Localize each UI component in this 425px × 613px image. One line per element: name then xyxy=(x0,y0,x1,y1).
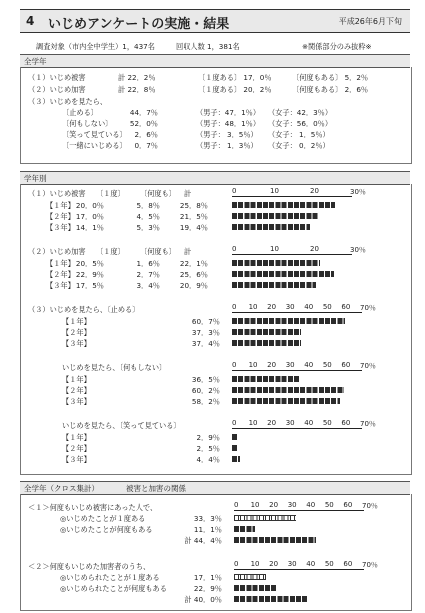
scale-tick-label: 0 xyxy=(234,501,239,509)
grade-victim-scale xyxy=(232,187,366,197)
grade-victim-total: 19．4％ xyxy=(179,223,208,232)
grade-bully-many: 2．7％ xyxy=(136,270,160,279)
scale-tick-label: 20 xyxy=(269,560,279,568)
grade-victim-label: （１）いじめ被害 xyxy=(28,189,86,198)
grade-stop-scale xyxy=(232,303,376,313)
all-bully-total: 計 22．8％ xyxy=(118,85,156,94)
grade-stop-total: 37．3％ xyxy=(191,328,220,337)
cross-bully-row-bar xyxy=(234,585,277,591)
grade-laugh-bar xyxy=(232,445,237,451)
scale-tick-label: 40 xyxy=(304,361,314,369)
cross-bully-row-label: ◎いじめられたことが何度もある xyxy=(60,584,167,593)
grade-victim-many: 4．5％ xyxy=(136,212,160,221)
grade-victim-total: 25．8％ xyxy=(179,201,208,210)
scale-tick-label: 30 xyxy=(285,303,295,311)
scale-tick-label: 0 xyxy=(232,303,237,311)
scale-tick-label: 20 xyxy=(267,303,277,311)
grade-bully-head-many: 〔何度も〕 xyxy=(140,247,176,256)
grade-nothing-total: 36．5％ xyxy=(191,375,220,384)
grade-laugh-bar xyxy=(232,434,237,440)
witness-option-label: 〔止める〕 xyxy=(62,108,98,117)
scale-tick-label: 70％ xyxy=(360,362,376,370)
page-header xyxy=(20,9,410,33)
grade-stop-bar xyxy=(232,340,301,346)
grade-nothing-bar xyxy=(232,387,344,393)
witness-option-pct: 2．6％ xyxy=(134,130,158,139)
grade-nothing-label: いじめを見たら、〔何もしない〕 xyxy=(62,363,167,372)
grade-stop-total: 37．4％ xyxy=(191,339,220,348)
grade-bully-many: 3．4％ xyxy=(136,281,160,290)
grade-bully-head-total: 計 xyxy=(184,247,192,256)
grade-bully-label: （２）いじめ加害 xyxy=(28,247,86,256)
scale-tick-label: 10 xyxy=(250,501,260,509)
witness-option-boys: （男子： 1．3％） xyxy=(196,141,258,150)
scale-tick-label: 0 xyxy=(232,245,237,253)
grade-bully-many: 1．6％ xyxy=(136,259,160,268)
scale-tick-label: 40 xyxy=(304,303,314,311)
all-bully-once: 〔１度ある〕 20．2％ xyxy=(198,85,272,94)
witness-option-boys: （男子：48．1％） xyxy=(196,119,261,128)
witness-option-pct: 44．7％ xyxy=(129,108,158,117)
scale-tick-label: 50 xyxy=(324,501,334,509)
scale-tick-label: 40 xyxy=(306,560,316,568)
grade-victim-grade-label: 【３年】 xyxy=(46,223,75,232)
scale-tick-label: 10 xyxy=(270,245,279,253)
scale-tick-label: 0 xyxy=(232,361,237,369)
scale-tick-label: 30 xyxy=(285,361,295,369)
all-victim-total: 計 22．2％ xyxy=(118,73,156,82)
grade-bully-scale xyxy=(232,245,366,255)
scale-tick-label: 60 xyxy=(341,361,351,369)
scale-tick-label: 30 xyxy=(285,419,295,427)
grade-nothing-grade-label: 【３年】 xyxy=(62,397,91,406)
scale-tick-label: 30 xyxy=(287,501,297,509)
grade-victim-bar xyxy=(232,213,318,219)
response-count: 回収人数 1，381名 xyxy=(176,42,240,51)
cross-victim-row-pct: 11．1％ xyxy=(193,525,222,534)
cross-bully-row-pct: 17．1％ xyxy=(193,573,222,582)
grade-bully-bar xyxy=(232,282,316,288)
grade-victim-total: 21．5％ xyxy=(179,212,208,221)
cross-bully-scale xyxy=(234,560,378,570)
witness-option-boys: （男子： 3．5％） xyxy=(196,130,258,139)
section-cross xyxy=(20,481,410,495)
grade-nothing-scale xyxy=(232,361,376,371)
cross-victim-scale xyxy=(234,501,378,511)
section-number: 4 xyxy=(26,14,35,28)
grade-laugh-total: 2．5％ xyxy=(196,444,220,453)
cross-victim-total: 計 44．4％ xyxy=(184,536,222,545)
grade-laugh-grade-label: 【３年】 xyxy=(62,455,91,464)
grade-bully-total: 25．6％ xyxy=(179,270,208,279)
grade-victim-once: 17．0％ xyxy=(75,212,104,221)
grade-stop-bar xyxy=(232,318,345,324)
scale-tick-label: 20 xyxy=(267,419,277,427)
witness-option-label: 〔一緒にいじめる〕 xyxy=(62,141,127,150)
grade-nothing-grade-label: 【１年】 xyxy=(62,375,91,384)
witness-option-label: 〔笑って見ている〕 xyxy=(62,130,127,139)
witness-option-boys: （男子：47．1％） xyxy=(196,108,261,117)
scale-tick-label: 10 xyxy=(248,303,258,311)
grade-victim-head-once: 〔１度〕 xyxy=(96,189,125,198)
scale-tick-label: 20 xyxy=(269,501,279,509)
grade-nothing-total: 60．2％ xyxy=(191,386,220,395)
scale-tick-label: 0 xyxy=(232,187,237,195)
scale-tick-label: 70％ xyxy=(362,502,378,510)
grade-nothing-bar xyxy=(232,398,340,404)
witness-option-pct: 0．7％ xyxy=(134,141,158,150)
cross-bully-total: 計 40．0％ xyxy=(184,595,222,604)
scale-tick-label: 70％ xyxy=(360,304,376,312)
scale-tick-label: 60 xyxy=(343,560,353,568)
grade-bully-grade-label: 【１年】 xyxy=(46,259,75,268)
scale-tick-label: 60 xyxy=(343,501,353,509)
grade-bully-total: 20．9％ xyxy=(179,281,208,290)
section-by-grade xyxy=(20,171,410,185)
cross-victim-label: ＜１＞何度もいじめ被害にあった人で、 xyxy=(28,503,158,512)
all-witness-label: （３）いじめを見たら、 xyxy=(28,97,108,106)
grade-victim-bar xyxy=(232,202,335,208)
grade-nothing-bar xyxy=(232,376,300,382)
page-title: いじめアンケートの実施・結果 xyxy=(48,17,230,32)
survey-date: 平成26年6月下旬 xyxy=(338,17,402,26)
section-title: 全学年（クロス集計） xyxy=(24,484,99,493)
grade-bully-head-once: 〔１度〕 xyxy=(96,247,125,256)
scale-tick-label: 30％ xyxy=(350,246,366,254)
grade-victim-grade-label: 【１年】 xyxy=(46,201,75,210)
scale-tick-label: 30％ xyxy=(350,188,366,196)
cross-victim-row-label: ◎いじめたことが１度ある xyxy=(60,514,146,523)
cross-bully-row-bar xyxy=(234,574,266,580)
all-bully-label: （２）いじめ加害 xyxy=(28,85,86,94)
grade-laugh-label: いじめを見たら、〔笑って見ている〕 xyxy=(62,421,181,430)
grade-laugh-grade-label: 【２年】 xyxy=(62,444,91,453)
witness-option-girls: （女子： 1．5％） xyxy=(268,130,330,139)
scale-tick-label: 50 xyxy=(322,419,332,427)
grade-victim-grade-label: 【２年】 xyxy=(46,212,75,221)
grade-laugh-total: 2．9％ xyxy=(196,433,220,442)
grade-bully-once: 22．9％ xyxy=(75,270,104,279)
grade-victim-head-total: 計 xyxy=(184,189,192,198)
scale-tick-label: 50 xyxy=(322,361,332,369)
scale-tick-label: 70％ xyxy=(360,420,376,428)
scale-tick-label: 10 xyxy=(248,361,258,369)
all-victim-label: （１）いじめ被害 xyxy=(28,73,86,82)
grade-laugh-total: 4．4％ xyxy=(196,455,220,464)
scale-tick-label: 40 xyxy=(306,501,316,509)
scale-tick-label: 50 xyxy=(324,560,334,568)
scale-tick-label: 0 xyxy=(234,560,239,568)
grade-laugh-scale xyxy=(232,419,376,429)
witness-option-label: 〔何もしない〕 xyxy=(62,119,113,128)
section-title: 学年別 xyxy=(24,174,47,183)
cross-bully-row-pct: 22．9％ xyxy=(193,584,222,593)
grade-stop-grade-label: 【３年】 xyxy=(62,339,91,348)
section-subtitle: 被害と加害の関係 xyxy=(126,484,186,493)
scale-tick-label: 10 xyxy=(248,419,258,427)
grade-bully-total: 22．1％ xyxy=(179,259,208,268)
grade-bully-once: 20．5％ xyxy=(75,259,104,268)
scale-tick-label: 70％ xyxy=(362,561,378,569)
grade-nothing-total: 58．2％ xyxy=(191,397,220,406)
grade-victim-many: 5．8％ xyxy=(136,201,160,210)
scale-tick-label: 60 xyxy=(341,419,351,427)
scale-tick-label: 0 xyxy=(232,419,237,427)
grade-laugh-bar xyxy=(232,456,240,462)
grade-nothing-grade-label: 【２年】 xyxy=(62,386,91,395)
all-victim-once: 〔１度ある〕 17．0％ xyxy=(198,73,272,82)
cross-victim-total-bar xyxy=(234,537,316,543)
grade-victim-once: 14．1％ xyxy=(75,223,104,232)
scale-tick-label: 10 xyxy=(270,187,279,195)
scale-tick-label: 10 xyxy=(250,560,260,568)
section-all-grades xyxy=(20,54,410,68)
cross-bully-label: ＜２＞何度もいじめた加害者のうち、 xyxy=(28,562,151,571)
survey-target: 調査対象（市内全中学生）1，437名 xyxy=(36,42,155,51)
grade-victim-many: 5．3％ xyxy=(136,223,160,232)
grade-stop-label: （３）いじめを見たら、〔止める〕 xyxy=(28,305,140,314)
scale-tick-label: 20 xyxy=(310,187,319,195)
witness-option-pct: 52．0％ xyxy=(129,119,158,128)
grade-laugh-grade-label: 【１年】 xyxy=(62,433,91,442)
grade-victim-head-many: 〔何度も〕 xyxy=(140,189,176,198)
excerpt-note: ※関係部分のみ抜粋※ xyxy=(302,42,372,51)
grade-bully-grade-label: 【３年】 xyxy=(46,281,75,290)
scale-tick-label: 60 xyxy=(341,303,351,311)
witness-option-girls: （女子：56．0％） xyxy=(268,119,333,128)
grade-bully-bar xyxy=(232,271,334,277)
grade-stop-grade-label: 【１年】 xyxy=(62,317,91,326)
grade-bully-once: 17．5％ xyxy=(75,281,104,290)
section-title: 全学年 xyxy=(24,57,47,66)
grade-bully-grade-label: 【２年】 xyxy=(46,270,75,279)
cross-victim-row-pct: 33．3％ xyxy=(193,514,222,523)
grade-victim-bar xyxy=(232,224,310,230)
scale-tick-label: 20 xyxy=(310,245,319,253)
scale-tick-label: 40 xyxy=(304,419,314,427)
cross-bully-row-label: ◎いじめられたことが１度ある xyxy=(60,573,160,582)
all-victim-many: 〔何度もある〕 5．2％ xyxy=(292,73,369,82)
scale-tick-label: 30 xyxy=(287,560,297,568)
grade-bully-bar xyxy=(232,260,320,266)
cross-victim-row-bar xyxy=(234,515,296,521)
witness-option-girls: （女子：42．3％） xyxy=(268,108,333,117)
grade-victim-once: 20．0％ xyxy=(75,201,104,210)
cross-victim-row-label: ◎いじめたことが何度もある xyxy=(60,525,153,534)
cross-victim-row-bar xyxy=(234,526,255,532)
scale-tick-label: 20 xyxy=(267,361,277,369)
grade-stop-total: 60．7％ xyxy=(191,317,220,326)
cross-bully-total-bar xyxy=(234,596,308,602)
grade-stop-bar xyxy=(232,329,301,335)
all-bully-many: 〔何度もある〕 2．6％ xyxy=(292,85,369,94)
grade-stop-grade-label: 【２年】 xyxy=(62,328,91,337)
scale-tick-label: 50 xyxy=(322,303,332,311)
witness-option-girls: （女子： 0．2％） xyxy=(268,141,330,150)
